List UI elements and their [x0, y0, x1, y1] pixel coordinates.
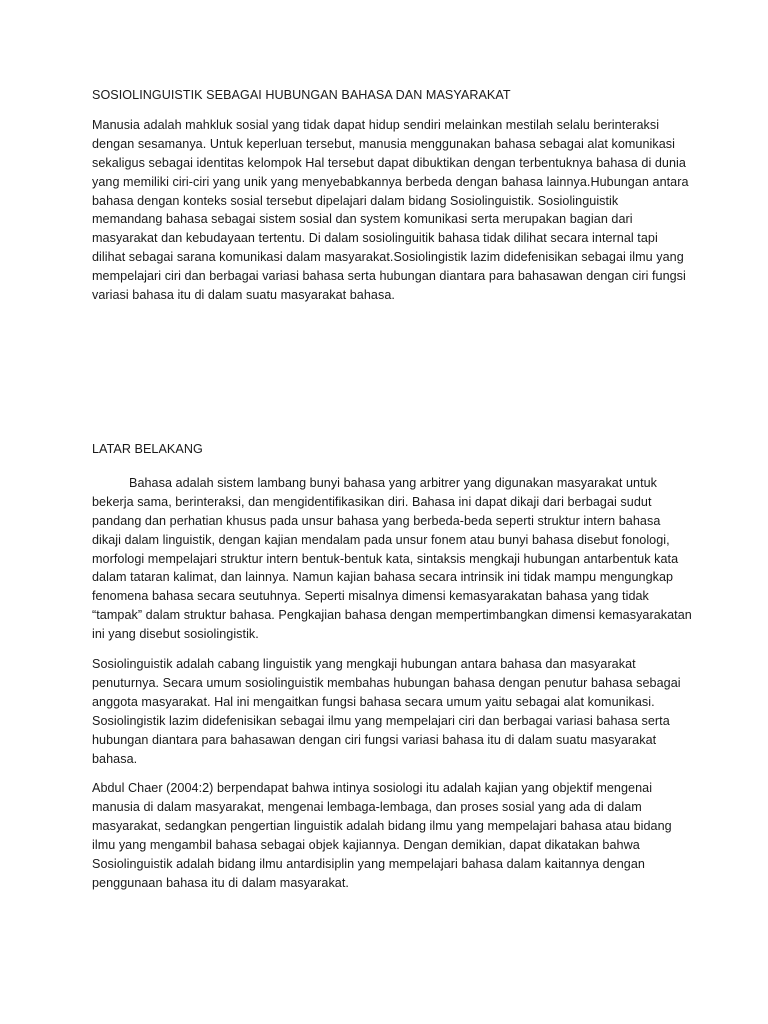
- section-title-sosiolinguistik: SOSIOLINGUISTIK SEBAGAI HUBUNGAN BAHASA DAN MASYARAKAT: [92, 88, 511, 102]
- intro-paragraph: Manusia adalah mahkluk sosial yang tidak dapat hidup sendiri melainkan mestilah selalu berinteraksi dengan sesamanya. Untuk keperluan tersebut, manusia menggunakan bahasa sebagai alat komunikasi sekaligus sebagai identitas kelompok Hal tersebut dapat dibuktikan dengan terbentuknya bahasa di dunia yang memiliki ciri-ciri yang unik yang menyebabkannya berbeda dengan bahasa lainnya.Hubungan antara bahasa dengan konteks sosial tersebut dipelajari dalam bidang Sosiolinguistik. Sosiolinguistik memandang bahasa sebagai sistem sosial dan system komunikasi serta merupakan bagian dari masyarakat dan kebudayaan tertentu. Di dalam sosiolinguitik bahasa tidak dilihat secara internal tapi dilihat sebagai sarana komunikasi dalam masyarakat.Sosiolingistik lazim didefenisikan sebagai ilmu yang mempelajari ciri dan berbagai variasi bahasa serta hubungan diantara para bahasawan dengan ciri fungsi variasi bahasa itu di dalam suatu masyarakat bahasa.: [92, 117, 689, 303]
- body-paragraph-2: Sosiolinguistik adalah cabang linguistik yang mengkaji hubungan antara bahasa dan masyarakat penuturnya. Secara umum sosiolinguistik membahas hubungan bahasa dengan penutur bahasa sebagai anggota masyarakat. Hal ini mengaitkan fungsi bahasa secara umum yaitu sebagai alat komunikasi. Sosiolingistik lazim didefenisikan sebagai ilmu yang mempelajari ciri dan berbagai variasi bahasa serta hubungan diantara para bahasawan dengan ciri fungsi variasi bahasa itu di dalam suatu masyarakat bahasa.: [92, 657, 681, 766]
- body-paragraph-3: Abdul Chaer (2004:2) berpendapat bahwa intinya sosiologi itu adalah kajian yang objektif mengenai manusia di dalam masyarakat, mengenai lembaga-lembaga, dan proses sosial yang ada di dalam masyarakat, sedangkan pengertian linguistik adalah bidang ilmu yang mempelajari bahasa atau bidang ilmu yang mengambil bahasa sebagai objek kajiannya. Dengan demikian, dapat dikatakan bahwa Sosiolinguistik adalah bidang ilmu antardisiplin yang mempelajari bahasa dalam kaitannya dengan penggunaan bahasa itu di dalam masyarakat.: [92, 781, 672, 890]
- body-paragraph-1: Bahasa adalah sistem lambang bunyi bahasa yang arbitrer yang digunakan masyarakat untuk bekerja sama, berinteraksi, dan mengidentifikasikan diri. Bahasa ini dapat dikaji dari berbagai sudut pandang dan perhatian khusus pada unsur bahasa yang berbeda-beda seperti struktur intern bahasa dikaji dalam linguistik, dengan kajian mendalam pada unsur fonem atau bunyi bahasa disebut fonologi, morfologi mempelajari struktur intern bentuk-bentuk kata, sintaksis mengkaji hubungan antarbentuk kata dalam tataran kalimat, dan lainnya. Namun kajian bahasa secara intrinsik ini tidak mampu mengungkap fenomena bahasa secara seutuhnya. Seperti misalnya dimensi kemasyarakatan bahasa yang tidak “tampak” dalam struktur bahasa. Pengkajian bahasa dengan mempertimbangkan dimensi kemasyarakatan ini yang disebut sosiolingistik.: [92, 475, 692, 642]
- section-title-latar-belakang: LATAR BELAKANG: [92, 441, 203, 456]
- document-page: [92, 86, 692, 893]
